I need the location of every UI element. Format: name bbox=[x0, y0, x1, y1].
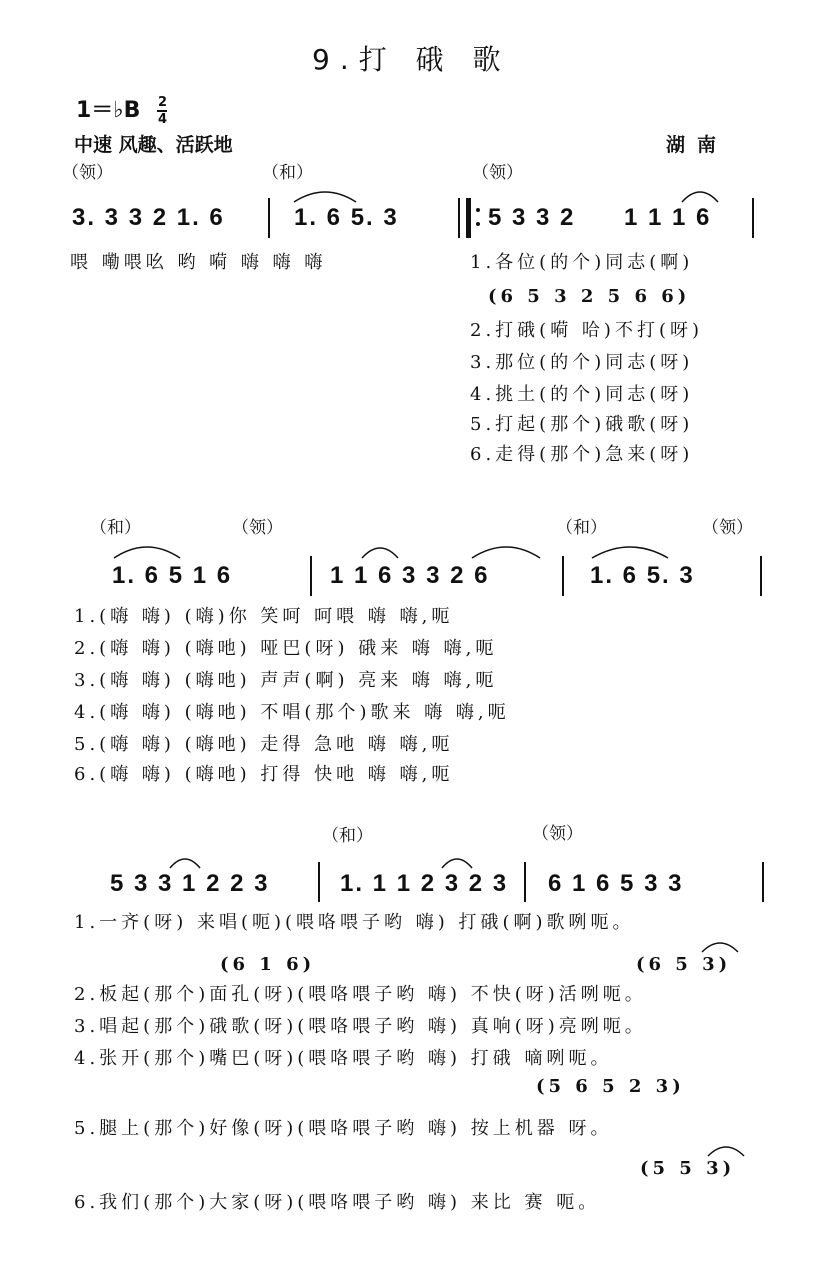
verse-line: 2.板起(那个)面孔(呀)(喂咯喂子哟 嗨) 不快(呀)活咧呃。 bbox=[74, 984, 647, 1005]
slur-mark bbox=[680, 184, 720, 204]
notation-measure: 1. 6 5. 3 bbox=[294, 204, 399, 231]
time-signature-bottom: 4 bbox=[158, 112, 168, 127]
accompaniment-line: (6 1 6) bbox=[220, 954, 316, 975]
notation-measure: 6 1 6 5 3 3 bbox=[548, 870, 684, 897]
notation-measure: 3. 3 3 2 1. 6 bbox=[72, 204, 225, 231]
barline bbox=[268, 198, 270, 238]
role-marker: （领） bbox=[532, 824, 583, 844]
notation-measure: 1 1 6 3 3 2 6 bbox=[330, 562, 490, 589]
role-marker: （领） bbox=[472, 163, 523, 183]
barline bbox=[318, 862, 320, 902]
role-marker: （和） bbox=[322, 826, 373, 846]
barline bbox=[524, 862, 526, 902]
verse-line: 5.(嗨 嗨) (嗨吔) 走得 急吔 嗨 嗨,呃 bbox=[74, 734, 454, 755]
barline bbox=[762, 862, 764, 902]
verse-line: 1.(嗨 嗨) (嗨)你 笑呵 呵喂 嗨 嗨,呃 bbox=[74, 606, 454, 627]
slur-mark bbox=[112, 538, 182, 560]
verse-line: 3.(嗨 嗨) (嗨吔) 声声(啊) 亮来 嗨 嗨,呃 bbox=[74, 670, 498, 691]
verse-line: 6.走得(那个)急来(呀) bbox=[470, 444, 694, 465]
verse-line: 4.挑土(的个)同志(呀) bbox=[470, 384, 694, 405]
intro-lyric: 喂 嘞喂吆 哟 嗬 嗨 嗨 嗨 bbox=[70, 252, 327, 273]
role-marker: （和） bbox=[556, 518, 607, 538]
role-marker: （领） bbox=[702, 518, 753, 538]
barline bbox=[310, 556, 312, 596]
role-marker: （和） bbox=[90, 518, 141, 538]
repeat-dot bbox=[476, 208, 480, 212]
slur-mark bbox=[700, 936, 740, 954]
accompaniment-line: (6 5 3) bbox=[636, 954, 732, 975]
notation-measure: 5 3 3 1 2 2 3 bbox=[110, 870, 270, 897]
repeat-dot bbox=[476, 222, 480, 226]
verse-line: 4.张开(那个)嘴巴(呀)(喂咯喂子哟 嗨) 打硪 嘀咧呃。 bbox=[74, 1048, 613, 1069]
accompaniment-line: (5 5 3) bbox=[640, 1158, 736, 1179]
verse-line: 1.各位(的个)同志(啊) bbox=[470, 252, 694, 273]
time-signature-top: 2 bbox=[158, 95, 168, 110]
role-marker: （领） bbox=[232, 518, 283, 538]
verse-line: 3.那位(的个)同志(呀) bbox=[470, 352, 694, 373]
key-signature: 1＝♭B bbox=[76, 98, 141, 123]
role-marker: （和） bbox=[262, 163, 313, 183]
slur-mark bbox=[470, 538, 542, 560]
barline bbox=[752, 198, 754, 238]
slur-mark bbox=[440, 852, 474, 870]
verse-line: 5.腿上(那个)好像(呀)(喂咯喂子哟 嗨) 按上机器 呀。 bbox=[74, 1118, 613, 1139]
region-label: 湖南 bbox=[666, 134, 729, 156]
accompaniment-line: (6 5 3 2 5 6 6) bbox=[488, 286, 691, 307]
notation-measure: 1. 6 5. 3 bbox=[590, 562, 695, 589]
tempo-marking: 中速 风趣、活跃地 bbox=[74, 134, 233, 156]
barline bbox=[760, 556, 762, 596]
verse-line: 2.(嗨 嗨) (嗨吔) 哑巴(呀) 硪来 嗨 嗨,呃 bbox=[74, 638, 498, 659]
notation-measure: 5 3 3 2 bbox=[488, 204, 576, 231]
notation-measure: 1. 6 5 1 6 bbox=[112, 562, 233, 589]
verse-line: 6.(嗨 嗨) (嗨吔) 打得 快吔 嗨 嗨,呃 bbox=[74, 764, 454, 785]
repeat-barline bbox=[466, 198, 471, 238]
barline bbox=[562, 556, 564, 596]
verse-line: 5.打起(那个)硪歌(呀) bbox=[470, 414, 694, 435]
notation-measure: 1. 1 1 2 3 2 3 bbox=[340, 870, 509, 897]
verse-line: 4.(嗨 嗨) (嗨吔) 不唱(那个)歌来 嗨 嗨,呃 bbox=[74, 702, 510, 723]
barline bbox=[458, 198, 460, 238]
notation-measure: 1 1 1 6 bbox=[624, 204, 712, 231]
verse-line: 2.打硪(嗬 哈)不打(呀) bbox=[470, 320, 703, 341]
verse-line: 6.我们(那个)大家(呀)(喂咯喂子哟 嗨) 来比 赛 呃。 bbox=[74, 1192, 601, 1213]
slur-mark bbox=[360, 540, 400, 560]
verse-line: 1.一齐(呀) 来唱(呃)(喂咯喂子哟 嗨) 打硪(啊)歌咧呃。 bbox=[74, 912, 635, 933]
slur-mark bbox=[706, 1140, 746, 1158]
slur-mark bbox=[168, 852, 202, 870]
slur-mark bbox=[590, 538, 670, 560]
role-marker: （领） bbox=[62, 163, 113, 183]
page-title: 9.打 硪 歌 bbox=[312, 43, 511, 76]
slur-mark bbox=[292, 184, 358, 204]
accompaniment-line: (5 6 5 2 3) bbox=[536, 1076, 685, 1097]
verse-line: 3.唱起(那个)硪歌(呀)(喂咯喂子哟 嗨) 真响(呀)亮咧呃。 bbox=[74, 1016, 647, 1037]
